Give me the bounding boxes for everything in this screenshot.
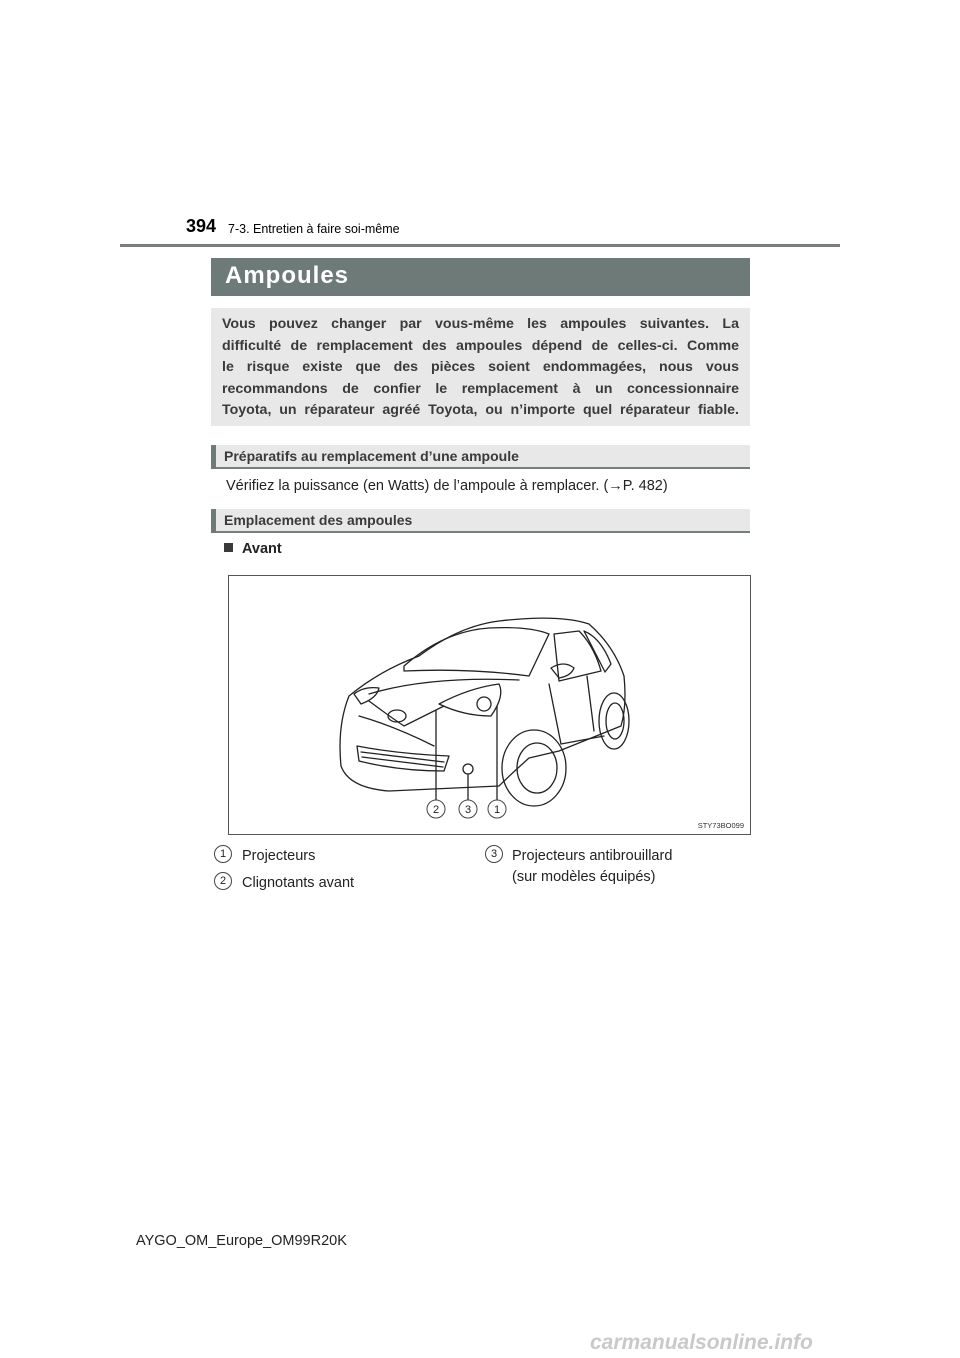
car-illustration	[229, 576, 750, 834]
side-window	[584, 631, 611, 672]
side-mirror	[551, 664, 574, 678]
figure-code: STY73BO099	[697, 821, 744, 830]
hood-line	[369, 679, 519, 694]
intro-line: le risque existe que des pièces soient endommagées, nous vous	[222, 359, 739, 375]
body-text: Vérifiez la puissance (en Watts) de l’ampoule à remplacer. (→P. 482)	[226, 478, 668, 494]
subheading-avant	[224, 541, 282, 557]
car-body-outline	[340, 618, 625, 791]
legend-label: Projecteurs	[242, 848, 316, 864]
title-bar	[211, 258, 750, 296]
legend-number: 2	[214, 872, 232, 890]
intro-line: difficulté de remplacement des ampoules dépend de celles-ci. Comme	[222, 337, 739, 354]
intro-text	[222, 314, 739, 422]
intro-line: recommandons de confier le remplacement à un concessionnaire	[222, 380, 739, 397]
intro-line: Toyota, un réparateur agréé Toyota, ou n’importe quel réparateur fiable.	[222, 402, 739, 418]
legend-number: 3	[485, 845, 503, 863]
car-front-figure	[228, 575, 751, 835]
callout-2: 2	[432, 804, 440, 816]
square-bullet-icon	[224, 543, 233, 552]
fog-light	[463, 764, 473, 774]
logo-emblem	[388, 710, 406, 722]
side-window	[554, 631, 601, 681]
legend-label: Clignotants avant	[242, 875, 355, 891]
callout-1: 1	[493, 804, 501, 816]
subheading-text: Avant	[242, 541, 282, 557]
section-heading-text: Emplacement des ampoules	[224, 512, 413, 528]
header-rule	[120, 244, 840, 247]
section-heading-text: Préparatifs au remplacement d’une ampoule	[224, 448, 519, 464]
footer-doc-id: AYGO_OM_Europe_OM99R20K	[136, 1233, 347, 1249]
section-heading-location	[211, 509, 750, 533]
section-heading-preparation	[211, 445, 750, 469]
intro-line: Vous pouvez changer par vous-même les ampoules suivantes. La	[222, 316, 739, 332]
legend-number: 1	[214, 845, 232, 863]
heading-marker	[211, 445, 216, 469]
page-number: 394	[186, 216, 217, 236]
headlight-left	[354, 688, 379, 704]
side-sill	[561, 736, 604, 744]
page-title: Ampoules	[225, 262, 350, 289]
legend-label: Projecteurs antibrouillard	[512, 848, 673, 864]
section-path: 7-3. Entretien à faire soi-même	[228, 222, 400, 236]
heading-marker	[211, 509, 216, 533]
headlight	[439, 684, 501, 716]
callout-3: 3	[464, 804, 472, 816]
legend-label: (sur modèles équipés)	[512, 869, 656, 885]
watermark: carmanualsonline.info	[590, 1331, 813, 1354]
intro-box	[211, 308, 750, 426]
door-line	[587, 676, 594, 731]
headlight-lens	[477, 697, 491, 711]
